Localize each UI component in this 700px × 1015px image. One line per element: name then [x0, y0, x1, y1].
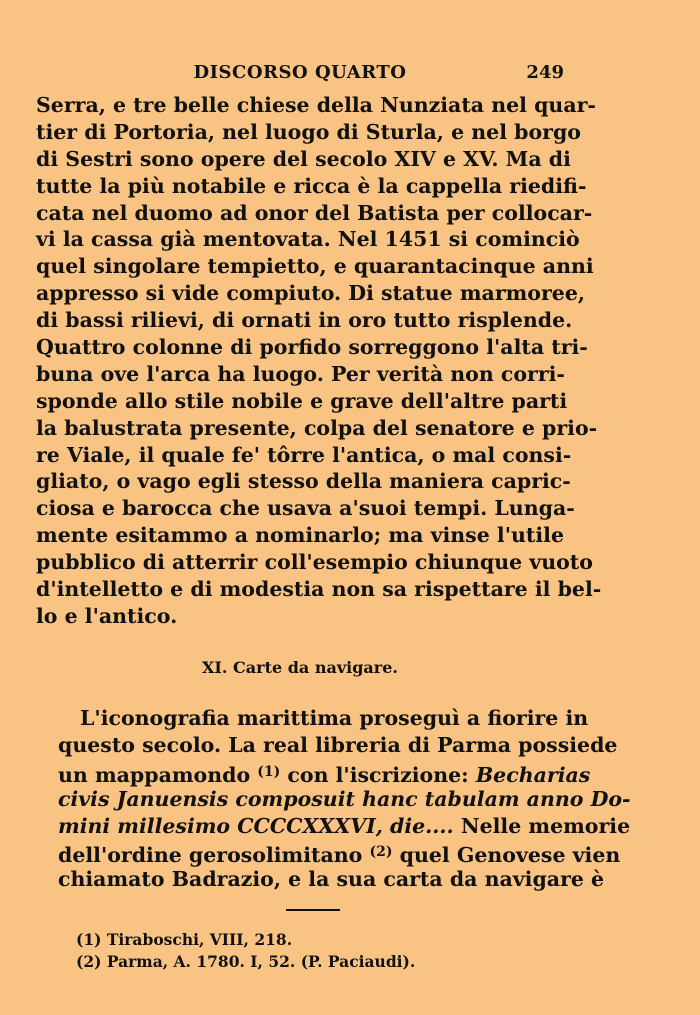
- footnote-1: (1) Tiraboschi, VIII, 218.: [76, 930, 293, 949]
- text-line: [36, 839, 621, 868]
- running-head: [36, 62, 564, 86]
- text-line: d'intelletto e di modestia non sa rispettare il bel-: [36, 577, 602, 602]
- text-fragment: Nelle memorie: [453, 813, 631, 838]
- footnote-ref: (1): [257, 763, 281, 780]
- text-line: sponde allo stile nobile e grave dell'altre parti: [36, 388, 568, 413]
- footnote-2: (2) Parma, A. 1780. I, 52. (P. Paciaudi).: [76, 952, 416, 971]
- text-line: Quattro colonne di porfido sorreggono l'alta tri-: [36, 335, 588, 360]
- text-line: tutte la più notabile e ricca è la cappella riedifi-: [36, 173, 587, 198]
- text-line: buna ove l'arca ha luogo. Per verità non corri-: [36, 361, 565, 386]
- italic-quote: mini millesimo CCCCXXXVI, die....: [58, 813, 454, 838]
- text-line: tier di Portoria, nel luogo di Sturla, e nel borgo: [36, 119, 581, 144]
- text-fragment: dell'ordine gerosolimitano: [58, 843, 370, 868]
- text-fragment: con l'iscrizione:: [280, 762, 476, 787]
- section-heading: XI. Carte da navigare.: [202, 658, 398, 677]
- text-line: L'iconografia marittima proseguì a fiorire in: [80, 706, 589, 730]
- text-line: la balustrata presente, colpa del senatore e prio-: [36, 415, 598, 440]
- footnote-divider: [286, 909, 340, 911]
- text-line: di bassi rilievi, di ornati in oro tutto risplende.: [36, 308, 573, 333]
- paragraph-iconografia: [36, 705, 631, 893]
- text-line: ciosa e barocca che usava a'suoi tempi. Lunga-: [36, 496, 575, 521]
- text-fragment: un mappamondo: [58, 762, 258, 787]
- paragraph-cappella: [36, 92, 602, 630]
- text-line: [36, 813, 631, 840]
- text-line: re Viale, il quale fe' tôrre l'antica, o mal consi-: [36, 442, 572, 467]
- text-line: gliato, o vago egli stesso della maniera capric-: [36, 469, 571, 494]
- footnotes: [76, 929, 415, 973]
- text-line: vi la cassa già mentovata. Nel 1451 si cominciò: [36, 227, 580, 252]
- text-line: appresso si vide compiuto. Di statue marmoree,: [36, 281, 586, 306]
- text-line: Serra, e tre belle chiese della Nunziata nel quar-: [36, 93, 596, 117]
- text-line: cata nel duomo ad onor del Batista per collocar-: [36, 200, 593, 225]
- running-title: DISCORSO QUARTO: [193, 62, 407, 83]
- text-line: chiamato Badrazio, e la sua carta da navigare è: [58, 867, 605, 892]
- text-line: quel singolare tempietto, e quarantacinque anni: [36, 254, 594, 279]
- italic-quote: Becharias: [475, 762, 591, 787]
- text-fragment: quel Genovese vien: [392, 843, 621, 868]
- text-line: questo secolo. La real libreria di Parma possiede: [58, 732, 618, 757]
- italic-quote: civis Januensis composuit hanc tabulam anno Do-: [58, 786, 631, 811]
- text-line: [36, 759, 591, 787]
- footnote-ref: (2): [369, 844, 393, 861]
- text-line: lo e l'antico.: [36, 603, 178, 628]
- text-line: mente esitammo a nominarlo; ma vinse l'utile: [36, 523, 564, 548]
- text-line: di Sestri sono opere del secolo XIV e XV. Ma di: [36, 146, 571, 171]
- text-line: pubblico di atterrir coll'esempio chiunque vuoto: [36, 550, 593, 575]
- page-number: 249: [526, 62, 564, 83]
